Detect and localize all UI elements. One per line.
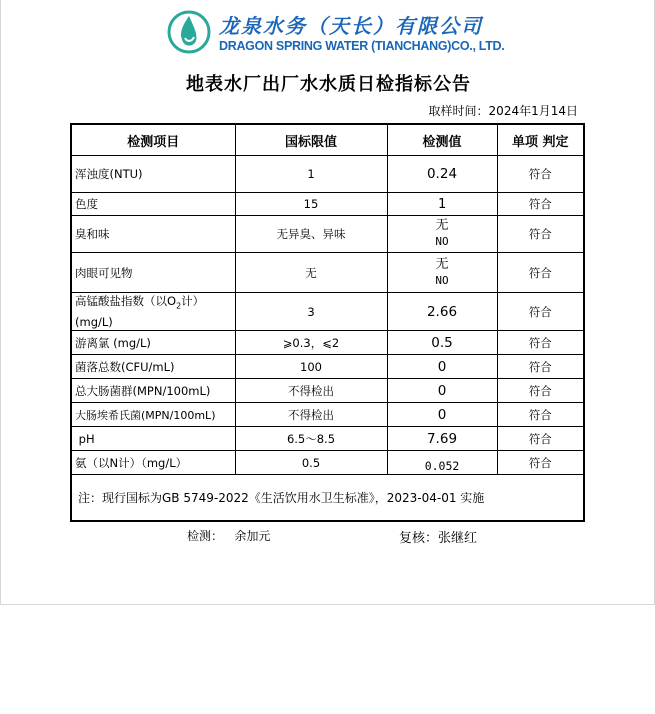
header-item: 检测项目 [71, 124, 235, 156]
header-verdict: 单项 判定 [497, 124, 584, 156]
verdict-cell: 符合 [497, 216, 584, 253]
item-cell: pH [71, 427, 235, 451]
table-row [71, 403, 584, 427]
value-cell: 0.5 [387, 331, 497, 355]
item-line-1: 高锰酸盐指数（以$O_2$计） [75, 294, 205, 311]
verdict-cell: 符合 [497, 331, 584, 355]
water-drop-logo-icon [167, 10, 211, 54]
verdict-cell: 符合 [497, 193, 584, 216]
verdict-cell: 符合 [497, 293, 584, 331]
item-cell [71, 293, 235, 331]
company-name-en: DRAGON SPRING WATER (TIANCHANG)CO., LTD. [219, 39, 505, 53]
header-limit: 国标限值 [235, 124, 387, 156]
value-main: 无 [435, 218, 449, 233]
table-header-row [71, 124, 584, 156]
verdict-cell: 符合 [497, 451, 584, 475]
verdict-cell: 符合 [497, 427, 584, 451]
table-row [71, 156, 584, 193]
table-row [71, 331, 584, 355]
limit-cell: 15 [235, 193, 387, 216]
table-row [71, 216, 584, 253]
value-cell: 1 [387, 193, 497, 216]
item-cell: 氨（以N计）（mg/L） [71, 451, 235, 475]
value-cell: 2.66 [387, 293, 497, 331]
limit-cell: 1 [235, 156, 387, 193]
table-row [71, 293, 584, 331]
limit-cell: 100 [235, 355, 387, 379]
sample-time: 取样时间：2024年1月14日 [428, 104, 578, 118]
table-row [71, 253, 584, 293]
value-cell [387, 216, 497, 253]
value-cell: 0 [387, 379, 497, 403]
value-cell [387, 253, 497, 293]
item-cell: 色度 [71, 193, 235, 216]
limit-cell: 不得检出 [235, 403, 387, 427]
table-row [71, 451, 584, 475]
value-cell: 0.052 [387, 451, 497, 475]
item-cell: 大肠埃希氏菌(MPN/100mL) [71, 403, 235, 427]
item-cell: 臭和味 [71, 216, 235, 253]
item-cell: 肉眼可见物 [71, 253, 235, 293]
value-cell: 0 [387, 403, 497, 427]
verdict-cell: 符合 [497, 379, 584, 403]
limit-cell: 6.5～8.5 [235, 427, 387, 451]
verdict-cell: 符合 [497, 355, 584, 379]
value-cell: 7.69 [387, 427, 497, 451]
item-line-2: (mg/L) [75, 315, 113, 330]
limit-cell: 3 [235, 293, 387, 331]
company-name-cn: 龙泉水务（天长）有限公司 [219, 14, 483, 38]
verdict-cell: 符合 [497, 403, 584, 427]
limit-cell: 无异臭、异味 [235, 216, 387, 253]
inspector-signature: 检测： 余加元 [187, 529, 271, 543]
standard-note: 注：现行国标为GB 5749-2022《生活饮用水卫生标准》，2023-04-01 实施 [71, 475, 584, 522]
item-cell: 菌落总数(CFU/mL) [71, 355, 235, 379]
verdict-cell: 符合 [497, 253, 584, 293]
table-row [71, 427, 584, 451]
limit-cell: 不得检出 [235, 379, 387, 403]
value-sub: NO [435, 235, 449, 248]
value-cell: 0 [387, 355, 497, 379]
water-quality-table [70, 123, 585, 522]
reviewer-signature: 复核：张继红 [399, 531, 478, 546]
item-cell: 浑浊度(NTU) [71, 156, 235, 193]
limit-cell: 0.5 [235, 451, 387, 475]
item-cell: 总大肠菌群(MPN/100mL) [71, 379, 235, 403]
table-row [71, 379, 584, 403]
note-row [71, 475, 584, 522]
page-title: 地表水厂出厂水水质日检指标公告 [186, 74, 471, 95]
table-row [71, 193, 584, 216]
limit-cell: 无 [235, 253, 387, 293]
value-main: 无 [435, 256, 449, 272]
limit-cell: ⩾0.3，⩽2 [235, 331, 387, 355]
item-cell: 游离氯 (mg/L) [71, 331, 235, 355]
value-cell: 0.24 [387, 156, 497, 193]
value-sub: NO [435, 273, 449, 287]
company-logo [167, 8, 505, 58]
table-row [71, 355, 584, 379]
verdict-cell: 符合 [497, 156, 584, 193]
header-value: 检测值 [387, 124, 497, 156]
